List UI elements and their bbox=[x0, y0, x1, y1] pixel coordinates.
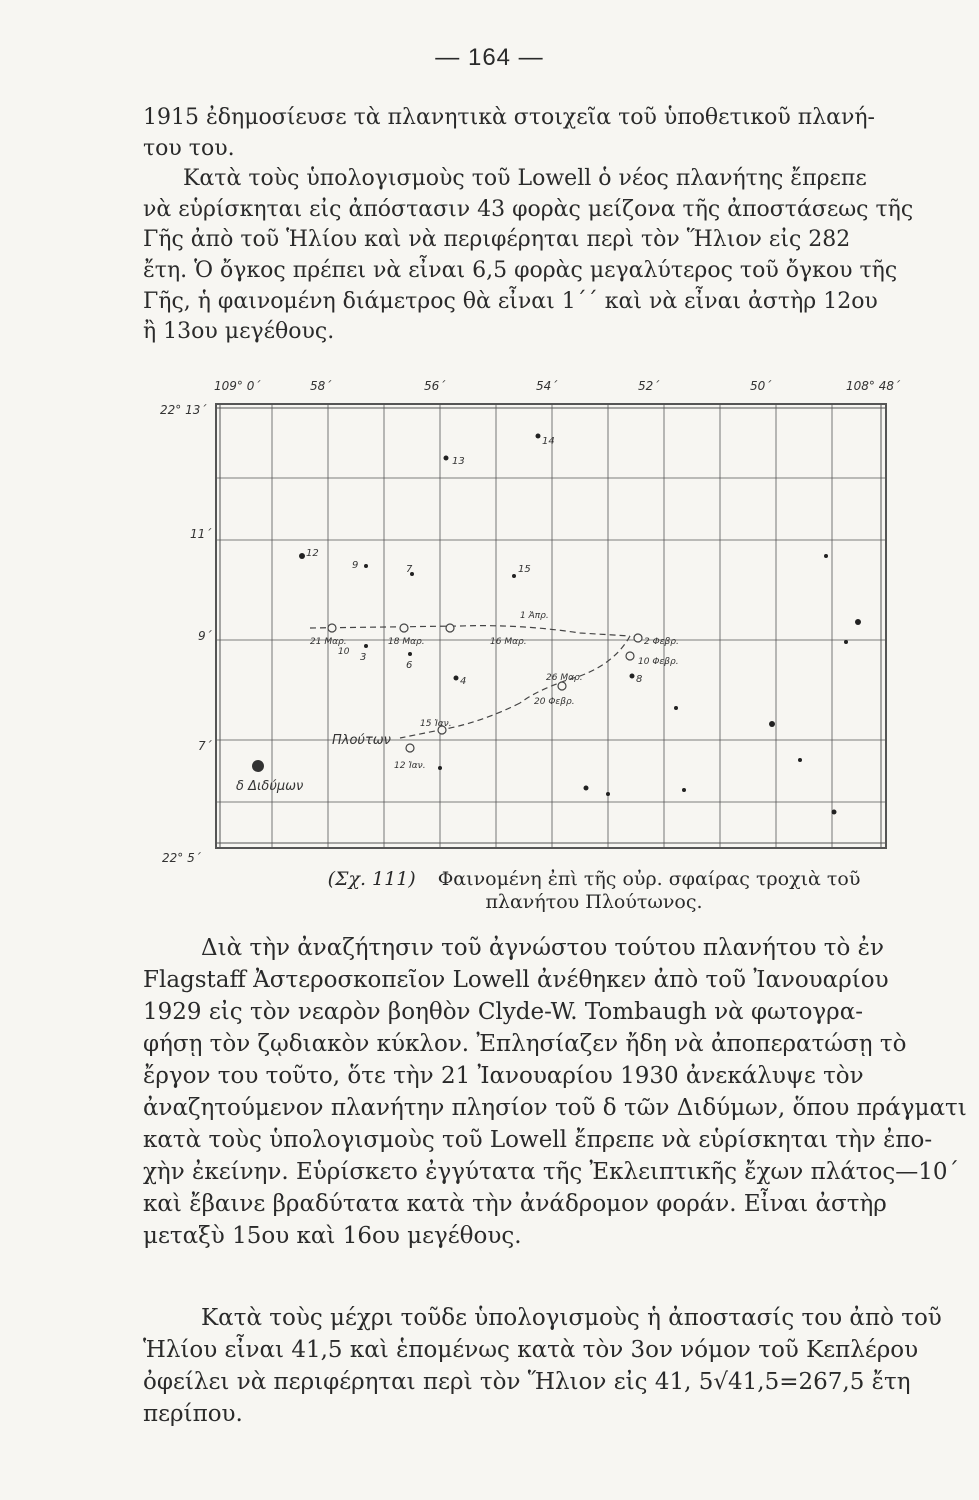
date-label: 20 Φεβρ. bbox=[534, 697, 575, 707]
field-stars bbox=[252, 434, 861, 815]
figure-caption bbox=[314, 868, 874, 914]
date-label: 12 Ἰαν. bbox=[394, 761, 426, 771]
paragraph-3 bbox=[143, 1302, 943, 1430]
star-dot bbox=[536, 434, 541, 439]
top-label: 54΄ bbox=[536, 379, 558, 393]
orbit-marker bbox=[400, 624, 408, 632]
text-line: κατὰ τοὺς ὑπολογισμοὺς τοῦ Lowell ἔπρεπε νὰ εὑρίσκηται τὴν ἐπο- bbox=[143, 1127, 933, 1153]
star-label: 9 bbox=[352, 560, 359, 571]
orbit-marker bbox=[558, 682, 566, 690]
star-dot bbox=[364, 644, 368, 648]
star-dot bbox=[454, 676, 459, 681]
text-line: ἔτη. Ὁ ὄγκος πρέπει νὰ εἶναι 6,5 φορὰς μεγαλύτερος τοῦ ὄγκου τῆς bbox=[143, 257, 898, 283]
text-line: φήσῃ τὸν ζῳδιακὸν κύκλον. Ἐπλησίαζεν ἤδη νὰ ἀποπερατώσῃ τὸ bbox=[143, 1031, 907, 1057]
text-line: Flagstaff Ἀστεροσκοπεῖον Lowell ἀνέθηκεν ἀπὸ τοῦ Ἰανουαρίου bbox=[143, 967, 889, 993]
left-label: 11΄ bbox=[190, 527, 212, 541]
orbit-marker bbox=[634, 634, 642, 642]
orbit-marker bbox=[626, 652, 634, 660]
top-label: 58΄ bbox=[310, 379, 332, 393]
star-dot bbox=[832, 810, 837, 815]
top-label: 56΄ bbox=[424, 379, 446, 393]
date-label: 1 Ἀπρ. bbox=[520, 611, 549, 621]
delta-geminorum-label: δ Διδύμων bbox=[236, 779, 304, 794]
star-dot bbox=[512, 574, 516, 578]
text-line: Κατὰ τοὺς ὑπολογισμοὺς τοῦ Lowell ὁ νέος πλανήτης ἔπρεπε bbox=[183, 166, 867, 192]
star-label: 12 bbox=[306, 548, 319, 559]
text-line: χὴν ἐκείνην. Εὑρίσκετο ἐγγύτατα τῆς Ἐκλειπτικῆς ἔχων πλάτος—10΄ bbox=[143, 1159, 960, 1185]
text-line: μεταξὺ 15ου καὶ 16ου μεγέθους. bbox=[143, 1223, 522, 1249]
text-line: 1915 ἐδημοσίευσε τὰ πλανητικὰ στοιχεῖα τοῦ ὑποθετικοῦ πλανή- bbox=[143, 105, 875, 130]
date-label: 10 bbox=[338, 647, 350, 657]
star-dot bbox=[606, 792, 610, 796]
text-line: του του. bbox=[143, 135, 235, 161]
star-label: 8 bbox=[636, 674, 643, 685]
text-line: καὶ ἔβαινε βραδύτατα κατὰ τὴν ἀνάδρομον φοράν. Εἶναι ἀστὴρ bbox=[143, 1191, 887, 1217]
text-line: ἔργον του τοῦτο, ὅτε τὴν 21 Ἰανουαρίου 1930 ἀνεκάλυψε τὸν bbox=[143, 1063, 864, 1089]
text-line: ἢ 13ου μεγέθους. bbox=[143, 319, 335, 345]
star-label: 15 bbox=[518, 564, 531, 575]
top-label: 108° 48΄ bbox=[846, 379, 900, 393]
pluto-orbit-figure bbox=[160, 378, 960, 868]
paragraph-2 bbox=[143, 932, 967, 1252]
star-label: 14 bbox=[542, 436, 555, 447]
left-label: 22° 5΄ bbox=[162, 851, 201, 865]
text-line: Διὰ τὴν ἀναζήτησιν τοῦ ἀγνώστου τούτου πλανήτου τὸ ἐν bbox=[201, 935, 884, 961]
text-line: περίπου. bbox=[143, 1401, 243, 1427]
star-dot bbox=[855, 619, 861, 625]
orbit-marker bbox=[328, 624, 336, 632]
delta-geminorum-star bbox=[252, 760, 264, 772]
star-label: 3 bbox=[360, 652, 367, 663]
text-line: Γῆς, ἡ φαινομένη διάμετρος θὰ εἶναι 1΄΄ καὶ νὰ εἶναι ἀστὴρ 12ου bbox=[143, 288, 878, 314]
star-dot bbox=[584, 786, 589, 791]
text-line: Κατὰ τοὺς μέχρι τοῦδε ὑπολογισμοὺς ἡ ἀποστασίς του ἀπὸ τοῦ bbox=[201, 1305, 942, 1331]
date-label: 18 Μαρ. bbox=[388, 637, 425, 647]
date-label: 2 Φεβρ. bbox=[644, 637, 679, 647]
paragraph-1 bbox=[143, 103, 943, 348]
chart-grid bbox=[216, 404, 886, 848]
left-label: 7΄ bbox=[198, 739, 212, 753]
star-dot bbox=[444, 456, 449, 461]
star-label: 6 bbox=[406, 660, 413, 671]
star-dot bbox=[844, 640, 848, 644]
star-dot bbox=[769, 721, 775, 727]
pluto-label: Πλούτων bbox=[332, 733, 391, 748]
text-line: 1929 εἰς τὸν νεαρὸν βοηθὸν Clyde-W. Tombaugh νὰ φωτογρα- bbox=[143, 999, 864, 1025]
top-label: 50΄ bbox=[750, 379, 772, 393]
star-dot bbox=[438, 766, 442, 770]
orbit-marker bbox=[446, 624, 454, 632]
star-dot bbox=[798, 758, 802, 762]
star-label: 4 bbox=[460, 676, 467, 687]
date-label: 26 Μαρ. bbox=[546, 673, 583, 683]
figure-label: (Σχ. 111) bbox=[327, 868, 416, 890]
date-label: 15 Ἰαν. bbox=[420, 719, 452, 729]
text-line: Γῆς ἀπὸ τοῦ Ἡλίου καὶ νὰ περιφέρηται περὶ τὸν Ἥλιον εἰς 282 bbox=[143, 227, 851, 253]
caption-text: Φαινομένη ἐπὶ τῆς οὐρ. σφαίρας τροχιὰ τοῦ bbox=[437, 868, 861, 890]
star-dot bbox=[674, 706, 678, 710]
star-dot bbox=[824, 554, 828, 558]
star-dot bbox=[364, 564, 368, 568]
star-label: 13 bbox=[452, 456, 465, 467]
text-line: ἀναζητούμενον πλανήτην πλησίον τοῦ δ τῶν Διδύμων, ὅπου πράγματι bbox=[143, 1095, 967, 1121]
star-dot bbox=[630, 674, 635, 679]
star-dot bbox=[682, 788, 686, 792]
chart-frame bbox=[216, 404, 886, 848]
text-line: Ἡλίου εἶναι 41,5 καὶ ἑπομένως κατὰ τὸν 3ον νόμον τοῦ Κεπλέρου bbox=[143, 1337, 919, 1363]
left-label: 9΄ bbox=[198, 629, 212, 643]
text-line: νὰ εὑρίσκηται εἰς ἀπόστασιν 43 φορὰς μείζονα τῆς ἀποστάσεως τῆς bbox=[143, 196, 914, 222]
left-label: 22° 13΄ bbox=[160, 403, 207, 417]
top-label: 52΄ bbox=[638, 379, 660, 393]
top-label: 109° 0΄ bbox=[214, 379, 261, 393]
orbit-marker bbox=[406, 744, 414, 752]
date-label: 21 Μαρ. bbox=[310, 637, 347, 647]
star-chart bbox=[160, 378, 960, 868]
star-dot bbox=[299, 553, 305, 559]
date-label: 10 Φεβρ. bbox=[638, 657, 679, 667]
caption-text: πλανήτου Πλούτωνος. bbox=[485, 891, 703, 913]
page-number: — 164 — bbox=[435, 44, 544, 71]
star-dot bbox=[408, 652, 412, 656]
star-label: 7 bbox=[406, 564, 413, 575]
date-label: 16 Μαρ. bbox=[490, 637, 527, 647]
text-line: ὀφείλει νὰ περιφέρηται περὶ τὸν Ἥλιον εἰς 41, 5√41,5=267,5 ἔτη bbox=[143, 1369, 911, 1395]
